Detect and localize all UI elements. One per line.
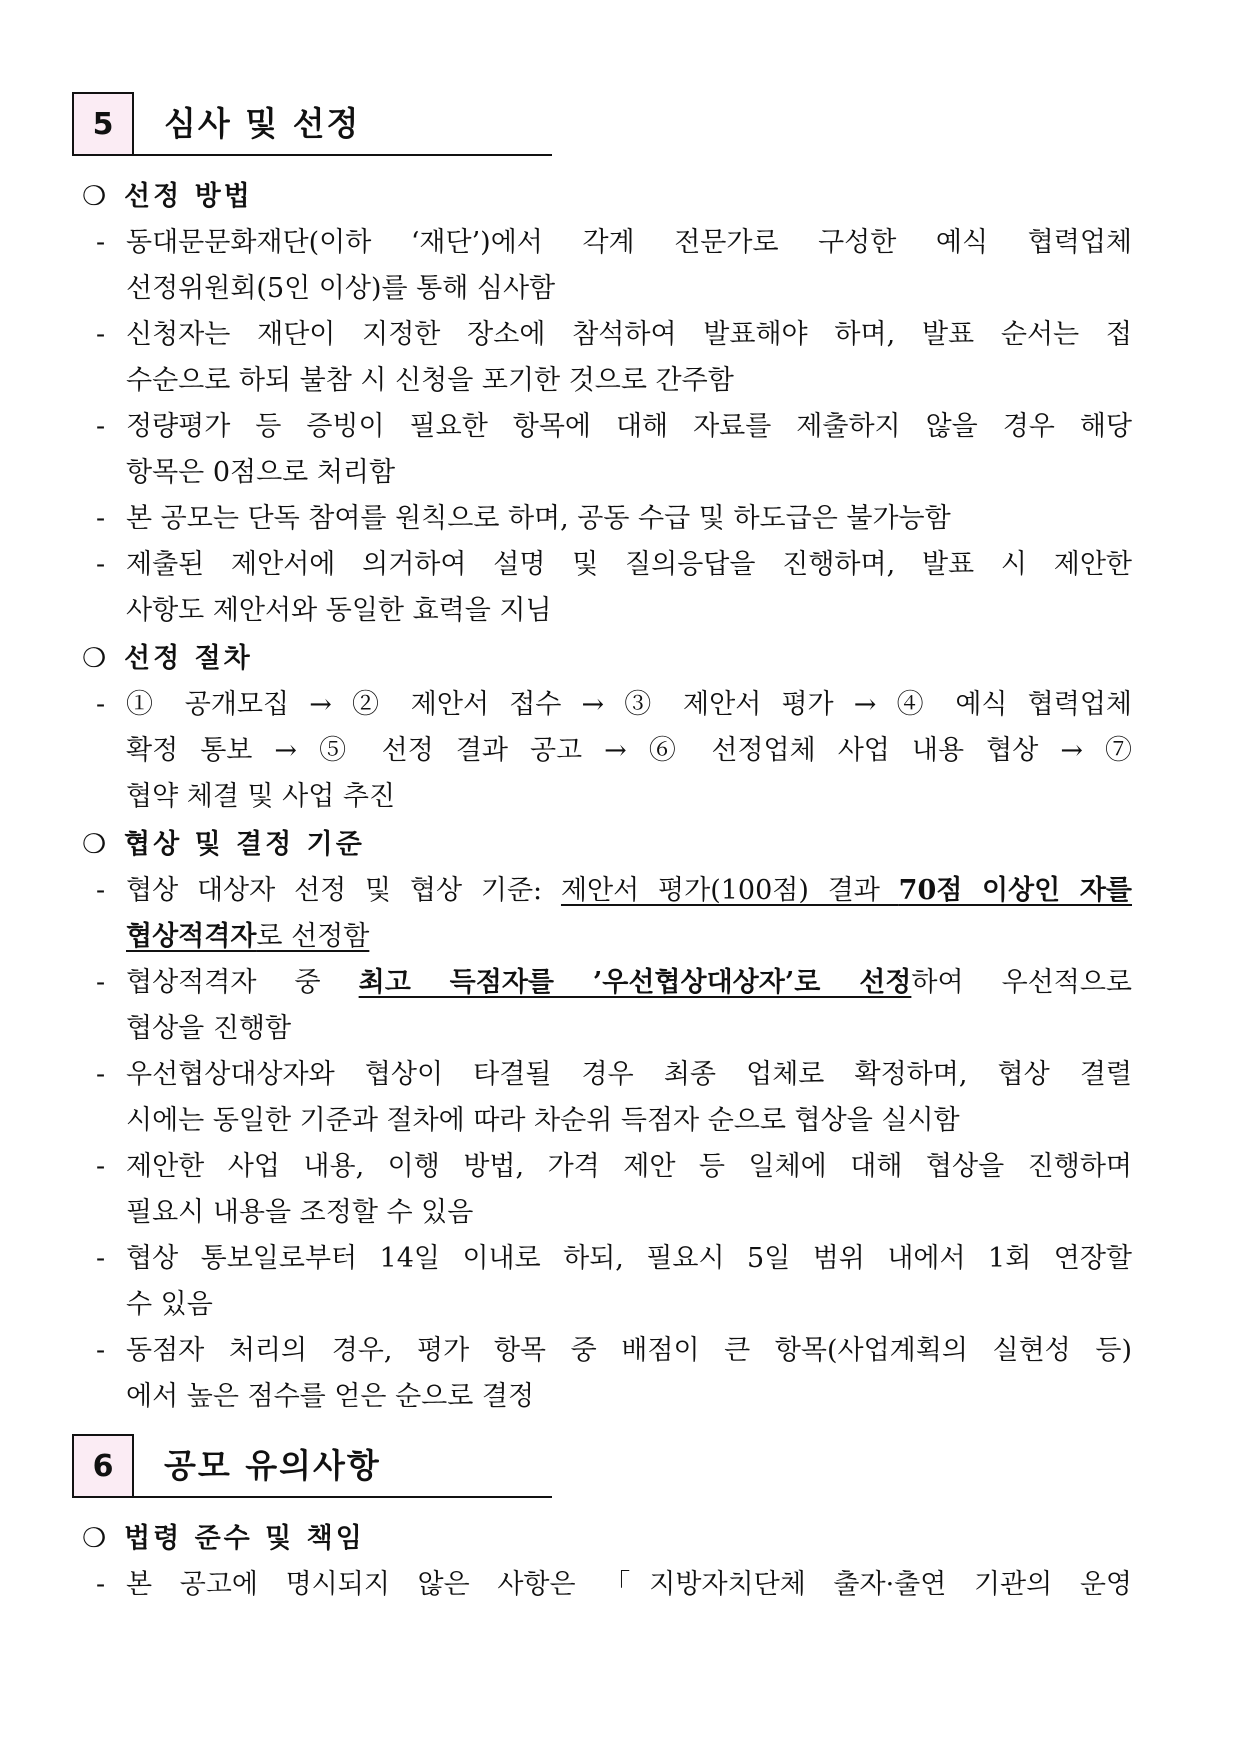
list-text: 수 있음 <box>126 1289 213 1320</box>
dash-bullet: - <box>96 1243 106 1274</box>
text-segment: 협상적격자 중 <box>126 967 359 998</box>
subheading: 선정 방법 <box>124 181 253 212</box>
list-item <box>0 1144 1240 1190</box>
list-text: 필요시 내용을 조정할 수 있음 <box>126 1197 474 1228</box>
dash-bullet: - <box>96 503 106 534</box>
list-text: 수순으로 하되 불참 시 신청을 포기한 것으로 간주함 <box>126 365 734 396</box>
list-item <box>0 1562 1240 1608</box>
dash-bullet: - <box>96 1569 106 1600</box>
list-item <box>0 496 1240 542</box>
list-item-continued <box>0 1190 1240 1236</box>
list-text: 제출된 제안서에 의거하여 설명 및 질의응답을 진행하며, 발표 시 제안한 <box>126 549 1132 580</box>
list-item-continued <box>0 588 1240 634</box>
list-text: 협상을 진행함 <box>126 1013 292 1044</box>
list-text: 확정 통보 → ⑤ 선정 결과 공고 → ⑥ 선정업체 사업 내용 협상 → ⑦ <box>126 735 1132 766</box>
subheading-row <box>0 636 1240 682</box>
section-number: 5 <box>72 92 134 156</box>
list-item-continued <box>0 914 1240 960</box>
list-item-continued <box>0 266 1240 312</box>
dash-bullet: - <box>96 1151 106 1182</box>
section-header-5 <box>72 92 552 158</box>
list-text: 정량평가 등 증빙이 필요한 항목에 대해 자료를 제출하지 않을 경우 해당 <box>126 411 1132 442</box>
dash-bullet: - <box>96 875 106 906</box>
list-text: 선정위원회(5인 이상)를 통해 심사함 <box>126 273 556 304</box>
list-text: 사항도 제안서와 동일한 효력을 지님 <box>126 595 552 626</box>
list-text: 에서 높은 점수를 얻은 순으로 결정 <box>126 1381 535 1412</box>
dash-bullet: - <box>96 319 106 350</box>
section-divider <box>134 1496 552 1498</box>
circle-bullet-icon: ❍ <box>82 1523 107 1554</box>
list-text <box>126 960 1132 1006</box>
list-item-continued <box>0 1098 1240 1144</box>
list-item-continued <box>0 1282 1240 1328</box>
list-item <box>0 404 1240 450</box>
dash-bullet: - <box>96 1335 106 1366</box>
list-item <box>0 542 1240 588</box>
dash-bullet: - <box>96 411 106 442</box>
underlined-bold-text: 협상적격자 <box>126 921 257 952</box>
text-segment: 협상 대상자 선정 및 협상 기준: <box>126 875 561 906</box>
underlined-bold-text: 최고 득점자를 ’우선협상대상자’로 선정 <box>358 967 912 998</box>
list-text: 본 공고에 명시되지 않은 사항은 「지방자치단체 출자·출연 기관의 운영 <box>126 1569 1132 1600</box>
list-text: ① 공개모집 → ② 제안서 접수 → ③ 제안서 평가 → ④ 예식 협력업체 <box>126 689 1132 720</box>
circle-bullet-icon: ❍ <box>82 181 107 212</box>
list-text: 우선협상대상자와 협상이 타결될 경우 최종 업체로 확정하며, 협상 결렬 <box>126 1059 1132 1090</box>
list-text <box>126 868 1132 914</box>
subheading: 법령 준수 및 책임 <box>124 1523 365 1554</box>
section-title: 심사 및 선정 <box>164 104 361 143</box>
list-item <box>0 312 1240 358</box>
dash-bullet: - <box>96 1059 106 1090</box>
section-title: 공모 유의사항 <box>164 1446 381 1485</box>
underlined-text: 제안서 평가(100점) 결과 <box>560 875 899 906</box>
list-text: 신청자는 재단이 지정한 장소에 참석하여 발표해야 하며, 발표 순서는 접 <box>126 319 1132 350</box>
list-text: 항목은 0점으로 처리함 <box>126 457 396 488</box>
subheading: 협상 및 결정 기준 <box>124 829 365 860</box>
list-item-continued <box>0 1374 1240 1420</box>
subheading-row <box>0 1516 1240 1562</box>
list-item <box>0 682 1240 728</box>
list-item <box>0 1052 1240 1098</box>
circle-bullet-icon: ❍ <box>82 829 107 860</box>
subheading: 선정 절차 <box>124 643 253 674</box>
underlined-text: 로 선정함 <box>256 921 370 952</box>
section-header-6 <box>72 1434 552 1500</box>
circle-bullet-icon: ❍ <box>82 643 107 674</box>
underlined-bold-text: 70점 이상인 자를 <box>898 875 1132 906</box>
list-text: 시에는 동일한 기준과 절차에 따라 차순위 득점자 순으로 협상을 실시함 <box>126 1105 960 1136</box>
dash-bullet: - <box>96 227 106 258</box>
list-text: 협약 체결 및 사업 추진 <box>126 781 396 812</box>
dash-bullet: - <box>96 967 106 998</box>
list-item-continued <box>0 1006 1240 1052</box>
list-item-continued <box>0 358 1240 404</box>
list-text: 협상 통보일로부터 14일 이내로 하되, 필요시 5일 범위 내에서 1회 연장할 <box>126 1243 1132 1274</box>
list-text: 본 공모는 단독 참여를 원칙으로 하며, 공동 수급 및 하도급은 불가능함 <box>126 503 951 534</box>
list-item <box>0 868 1240 914</box>
list-item <box>0 1328 1240 1374</box>
list-item <box>0 960 1240 1006</box>
text-segment: 하여 우선적으로 <box>911 967 1133 998</box>
section-number: 6 <box>72 1434 134 1498</box>
list-item-continued <box>0 728 1240 774</box>
list-text <box>126 914 369 960</box>
list-item <box>0 1236 1240 1282</box>
list-item-continued <box>0 774 1240 820</box>
dash-bullet: - <box>96 549 106 580</box>
list-text: 제안한 사업 내용, 이행 방법, 가격 제안 등 일체에 대해 협상을 진행하며 <box>126 1151 1132 1182</box>
list-text: 동대문문화재단(이하 ‘재단’)에서 각계 전문가로 구성한 예식 협력업체 <box>126 227 1132 258</box>
subheading-row <box>0 822 1240 868</box>
subheading-row <box>0 174 1240 220</box>
list-item <box>0 220 1240 266</box>
list-text: 동점자 처리의 경우, 평가 항목 중 배점이 큰 항목(사업계획의 실현성 등) <box>126 1335 1132 1366</box>
section-divider <box>134 154 552 156</box>
dash-bullet: - <box>96 689 106 720</box>
list-item-continued <box>0 450 1240 496</box>
